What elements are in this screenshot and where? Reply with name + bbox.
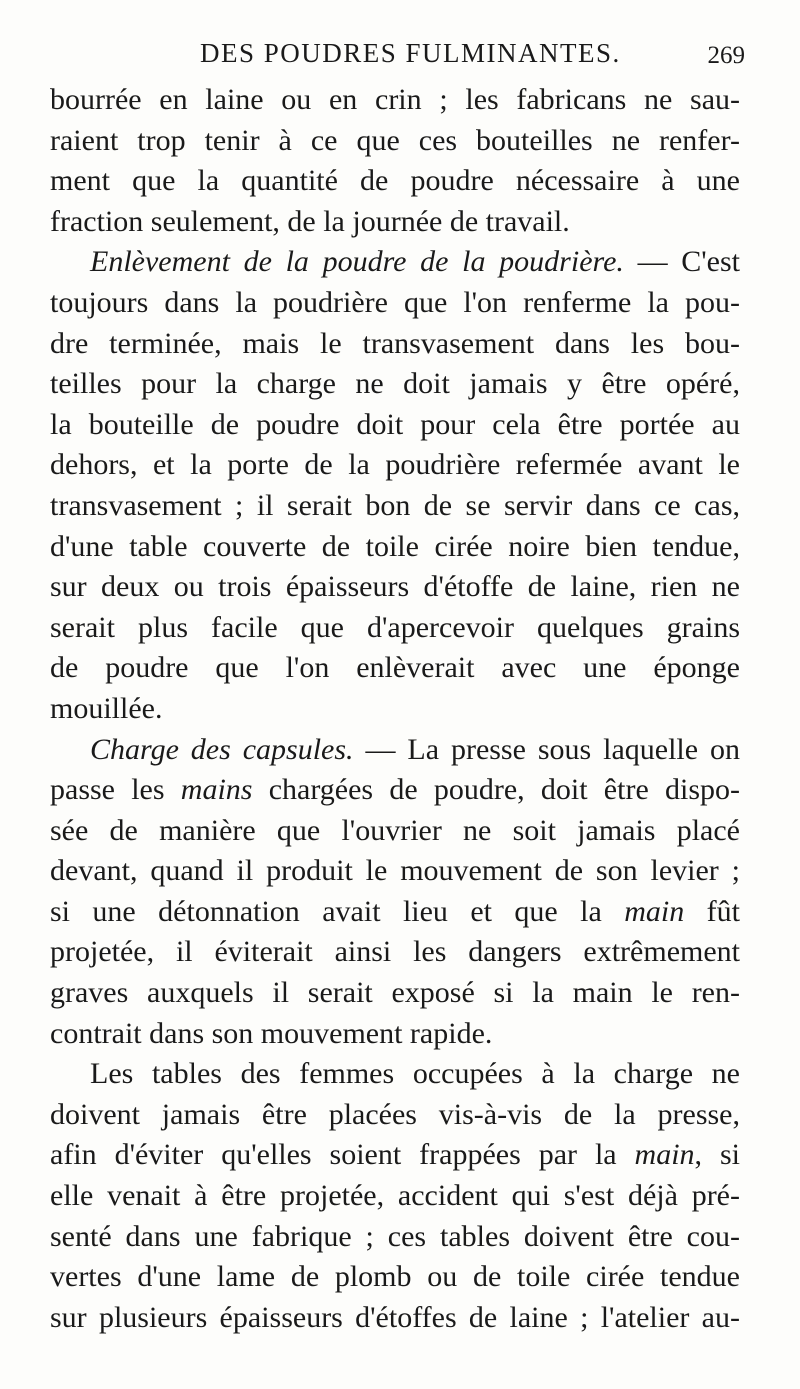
text-line	[50, 567, 740, 608]
text-line	[50, 1135, 740, 1176]
line-text: vertes d'une lame de plomb ou de toile cirée tendue	[50, 1260, 740, 1294]
line-text: passe les	[50, 773, 181, 807]
line-text: raient trop tenir à ce que ces bouteilles ne renfer-	[50, 123, 740, 157]
italic-text: main	[634, 1138, 695, 1172]
line-text: ment que la quantité de poudre nécessaire à une	[50, 164, 740, 198]
text-line	[50, 1298, 740, 1339]
text-line	[50, 1217, 740, 1258]
text-line	[50, 1014, 740, 1055]
text-line	[50, 730, 740, 771]
line-text: fraction seulement, de la journée de travail.	[50, 204, 570, 238]
text-line	[50, 851, 740, 892]
text-line	[50, 608, 740, 649]
line-text: graves auxquels il serait exposé si la main le ren-	[50, 976, 740, 1010]
body-text	[50, 80, 740, 1338]
italic-text: Charge des capsules.	[90, 732, 354, 766]
text-line	[50, 80, 740, 121]
text-line	[50, 770, 740, 811]
text-line	[50, 161, 740, 202]
text-line	[50, 364, 740, 405]
line-text: , si	[694, 1138, 740, 1172]
text-line	[50, 405, 740, 446]
line-text: doivent jamais être placées vis-à-vis de la presse,	[50, 1097, 740, 1131]
running-title: DES POUDRES FULMINANTES.	[200, 38, 621, 68]
text-line	[50, 283, 740, 324]
text-line	[50, 1176, 740, 1217]
line-text: dehors, et la porte de la poudrière refermée avant le	[50, 448, 740, 482]
text-line	[50, 486, 740, 527]
line-text: de poudre que l'on enlèverait avec une éponge	[50, 651, 740, 685]
text-line	[50, 932, 740, 973]
line-text: sur deux ou trois épaisseurs d'étoffe de laine, rien ne	[50, 570, 740, 604]
line-text: bourrée en laine ou en crin ; les fabricans ne sau-	[50, 83, 740, 116]
text-line	[50, 202, 740, 243]
line-text: si une détonnation avait lieu et que la	[50, 894, 625, 928]
text-line	[50, 1095, 740, 1136]
line-text: fût	[684, 894, 740, 928]
line-text: contrait dans son mouvement rapide.	[50, 1016, 493, 1050]
line-text: mouillée.	[50, 691, 163, 725]
line-text: la bouteille de poudre doit pour cela être portée au	[50, 407, 740, 441]
italic-text: mains	[180, 773, 253, 807]
line-text: senté dans une fabrique ; ces tables doivent être cou-	[50, 1219, 740, 1253]
line-text: sée de manière que l'ouvrier ne soit jamais placé	[50, 813, 740, 847]
text-line	[50, 242, 740, 283]
text-line	[50, 689, 740, 730]
text-line	[50, 648, 740, 689]
line-text: afin d'éviter qu'elles soient frappées par la	[50, 1138, 635, 1172]
text-line	[50, 811, 740, 852]
line-text: toujours dans la poudrière que l'on renferme la pou-	[50, 285, 740, 319]
line-text: devant, quand il produit le mouvement de son levier ;	[50, 854, 740, 888]
line-text: — La presse sous laquelle on	[353, 732, 740, 766]
text-line	[50, 121, 740, 162]
italic-text: Enlèvement de la poudre de la poudrière.	[90, 245, 624, 279]
text-line	[50, 973, 740, 1014]
line-text: transvasement ; il serait bon de se servir dans ce cas,	[50, 488, 740, 522]
page-number: 269	[707, 42, 745, 69]
running-head	[50, 38, 745, 78]
text-line	[50, 892, 740, 933]
line-text: chargées de poudre, doit être dispo-	[252, 773, 740, 807]
text-line	[50, 527, 740, 568]
line-text: projetée, il éviterait ainsi les dangers extrêmement	[50, 935, 740, 969]
text-line	[50, 324, 740, 365]
line-text: Les tables des femmes occupées à la charge ne	[90, 1057, 740, 1091]
line-text: elle venait à être projetée, accident qui s'est déjà pré-	[50, 1179, 740, 1213]
line-text: teilles pour la charge ne doit jamais y être opéré,	[50, 367, 740, 401]
line-text: dre terminée, mais le transvasement dans les bou-	[50, 326, 740, 360]
text-line	[50, 445, 740, 486]
line-text: d'une table couverte de toile cirée noire bien tendue,	[50, 529, 740, 563]
text-line	[50, 1054, 740, 1095]
line-text: sur plusieurs épaisseurs d'étoffes de laine ; l'atelier au-	[50, 1300, 740, 1334]
line-text: — C'est	[623, 245, 740, 279]
line-text: serait plus facile que d'apercevoir quelques grains	[50, 610, 740, 644]
text-line	[50, 1257, 740, 1298]
italic-text: main	[624, 894, 685, 928]
